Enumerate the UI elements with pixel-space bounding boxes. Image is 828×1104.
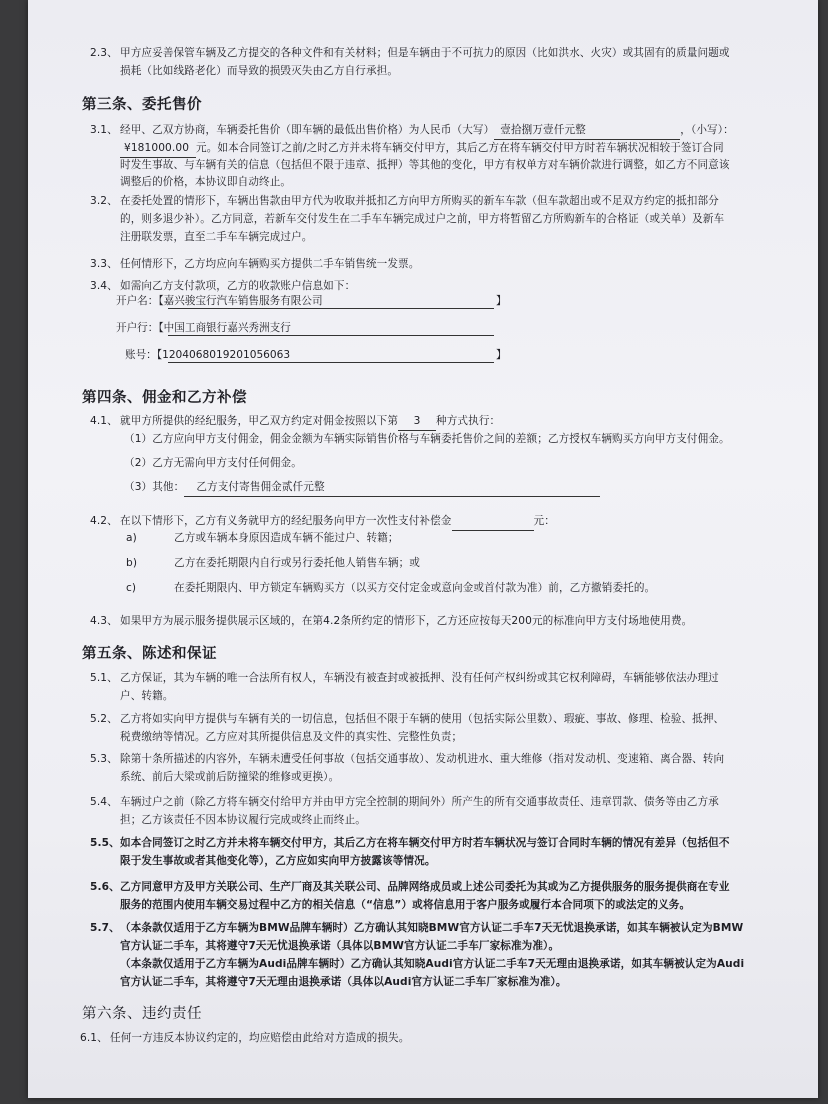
clause-text: 注册联发票，直至二手车车辆完成过户。	[120, 231, 313, 243]
clause-number: 5.3、	[90, 753, 118, 765]
clause-number: 5.2、	[90, 713, 118, 725]
clause-text: 系统、前后大梁或前后防撞梁的维修或更换）。	[120, 771, 340, 783]
account-number-row	[125, 347, 290, 362]
clause-number: 5.6、	[90, 881, 120, 893]
clause-text: 如本合同签订之时乙方并未将车辆交付甲方，其后乙方在将车辆交付甲方时若车辆状况与签订合同时车辆的情况有差异（包括但不	[120, 837, 730, 849]
account-name-value: 嘉兴骏宝行汽车销售服务有限公司	[163, 295, 323, 307]
clause-number: 3.4、	[90, 280, 118, 292]
clause-text: 任何一方违反本协议约定的，均应赔偿由此给对方造成的损失。	[110, 1032, 410, 1044]
item-marker: c)	[126, 582, 137, 594]
clause-text: 税费缴纳等情况。乙方应对其所提供信息及文件的真实性、完整性负责；	[120, 731, 463, 743]
clause-text	[120, 413, 500, 431]
option-3-text	[124, 479, 600, 497]
account-number-value: 1204068019201056063	[162, 349, 291, 361]
clause-number: 3.1、	[90, 124, 118, 136]
clause-text	[120, 513, 555, 531]
clause-text-part: 在以下情形下，乙方有义务就甲方的经纪服务向甲方一次性支付补偿金	[120, 515, 452, 527]
option-3-label: （3）其他：	[124, 481, 185, 493]
price-number-value: ¥181000.00	[120, 140, 196, 158]
clause-number: 5.7、	[90, 922, 120, 934]
bracket-close: 】	[496, 295, 507, 307]
clause-text: 限于发生事故或者其他变化等），乙方应如实向甲方披露该等情况。	[120, 855, 436, 867]
item-marker: b)	[126, 557, 138, 569]
item-text: 在委托期限内、甲方锁定车辆购买方（以买方交付定金或意向金或首付款为准）前，乙方撤销委托的。	[174, 582, 656, 594]
underline	[168, 335, 494, 336]
clause-text: （本条款仅适用于乙方车辆为Audi品牌车辆时）乙方确认其知晓Audi官方认证二手车7天无理由退换承诺，如其车辆被认定为Audi	[120, 958, 745, 970]
clause-text: 调整后的价格，本协议即自动终止。	[120, 176, 292, 188]
clause-text: 乙方保证，其为车辆的唯一合法所有权人，车辆没有被查封或被抵押、没有任何产权纠纷或其它权利障碍，车辆能够依法办理过	[120, 672, 719, 684]
clause-text: 乙方同意甲方及甲方关联公司、生产厂商及其关联公司、品牌网络成员或上述公司委托为其或为乙方提供服务的服务提供商在专业	[120, 881, 730, 893]
clause-text: 服务的范围内使用车辆交易过程中乙方的相关信息（“信息”）或将信息用于客户服务或履行本合同项下的或法定的义务。	[120, 899, 691, 911]
clause-text: 时发生事故、与车辆有关的信息（包括但不限于违章、抵押）等其他的变化，甲方有权单方对车辆价款进行调整，如乙方不同意该	[120, 159, 730, 171]
bank-value: 中国工商银行嘉兴秀洲支行	[163, 322, 291, 334]
clause-text: 官方认证二手车，其将遵守7天无忧退换承诺（具体以BMW官方认证二手车厂家标准为准）。	[120, 940, 560, 952]
clause-text: 任何情形下，乙方均应向车辆购买方提供二手车销售统一发票。	[120, 258, 420, 270]
clause-number: 2.3、	[90, 47, 118, 59]
clause-text: 户、转籍。	[120, 690, 174, 702]
clause-number: 4.3、	[90, 615, 118, 627]
article-6-heading: 第六条、违约责任	[82, 1006, 202, 1022]
option-3-value: 乙方支付寄售佣金贰仟元整	[184, 479, 600, 497]
clause-text: 乙方将如实向甲方提供与车辆有关的一切信息，包括但不限于车辆的使用（包括实际公里数）、瑕疵、事故、修理、检验、抵押、	[120, 713, 725, 725]
clause-number: 5.1、	[90, 672, 118, 684]
clause-number: 5.5、	[90, 837, 120, 849]
clause-text: 甲方应妥善保管车辆及乙方提交的各种文件和有关材料；但是车辆由于不可抗力的原因（比如洪水、火灾）或其固有的质量问题或	[120, 47, 730, 59]
article-5-heading: 第五条、陈述和保证	[82, 646, 217, 662]
clause-number: 4.2、	[90, 515, 118, 527]
clause-text: 在委托处置的情形下，车辆出售款由甲方代为收取并抵扣乙方向甲方所购买的新车车款（但车款超出或不足双方约定的抵扣部分	[120, 195, 719, 207]
clause-text-part: 就甲方所提供的经纪服务，甲乙双方约定对佣金按照以下第	[120, 415, 399, 427]
account-name-label: 开户名：【	[116, 295, 164, 307]
bank-row	[116, 320, 291, 335]
article-4-heading: 第四条、佣金和乙方补偿	[82, 390, 247, 406]
item-text: 乙方在委托期限内自行或另行委托他人销售车辆；或	[174, 557, 420, 569]
contract-page	[28, 0, 818, 1098]
price-uppercase-value: 壹拾捌万壹仟元整	[494, 122, 680, 140]
item-marker: a)	[126, 532, 137, 544]
clause-text	[120, 140, 724, 158]
clause-text-part: ，（小写）：	[680, 124, 734, 136]
bracket-close: 】	[496, 349, 507, 361]
clause-text-part: 元：	[533, 515, 555, 527]
clause-number: 4.1、	[90, 415, 118, 427]
clause-text: 车辆过户之前（除乙方将车辆交付给甲方并由甲方完全控制的期间外）所产生的所有交通事故责任、违章罚款、债务等由乙方承	[120, 796, 719, 808]
clause-text: 除第十条所描述的内容外，车辆未遭受任何事故（包括交通事故）、发动机进水、重大维修（指对发动机、变速箱、离合器、转向	[120, 753, 725, 765]
bank-label: 开户行：【	[116, 322, 164, 334]
clause-text: 如果甲方为展示服务提供展示区域的，在第4.2条所约定的情形下，乙方还应按每天200元的标准向甲方支付场地使用费。	[120, 615, 693, 627]
clause-text-part: 元。如本合同签订之前/之时乙方并未将车辆交付甲方，其后乙方在将车辆交付甲方时若车辆状况相较于签订合同	[196, 142, 724, 154]
account-number-label: 账号：【	[125, 349, 163, 361]
underline	[168, 308, 494, 309]
clause-number: 3.3、	[90, 258, 118, 270]
item-text: 乙方或车辆本身原因造成车辆不能过户、转籍；	[174, 532, 399, 544]
clause-text: 如需向乙方支付款项，乙方的收款账户信息如下：	[120, 280, 356, 292]
clause-text: （本条款仅适用于乙方车辆为BMW品牌车辆时）乙方确认其知晓BMW官方认证二手车7天无忧退换承诺，如其车辆被认定为BMW	[120, 922, 744, 934]
clause-text: 担；乙方该责任不因本协议履行完成或终止而终止。	[120, 814, 366, 826]
clause-number: 6.1、	[80, 1032, 108, 1044]
underline	[168, 362, 494, 363]
clause-text: 的，则多退少补）。乙方同意，若新车交付发生在二手车车辆完成过户之前，甲方将暂留乙方所购新车的合格证（或关单）及新车	[120, 213, 725, 225]
option-1-text: （1）乙方应向甲方支付佣金，佣金金额为车辆实际销售价格与车辆委托售价之间的差额；乙方授权车辆购买方向甲方支付佣金。	[124, 433, 730, 445]
clause-number: 5.4、	[90, 796, 118, 808]
account-name-row	[116, 293, 323, 308]
option-2-text: （2）乙方无需向甲方支付任何佣金。	[124, 457, 302, 469]
clause-text-part: 经甲、乙双方协商，车辆委托售价（即车辆的最低出售价格）为人民币（大写）	[120, 124, 495, 136]
commission-option-choice: 3	[398, 413, 436, 431]
article-3-heading: 第三条、委托售价	[82, 97, 202, 113]
clause-text	[120, 122, 734, 140]
clause-text: 官方认证二手车，其将遵守7天无理由退换承诺（具体以Audi官方认证二手车厂家标准为准）。	[120, 976, 567, 988]
clause-number: 3.2、	[90, 195, 118, 207]
clause-text: 损耗（比如线路老化）而导致的损毁灭失由乙方自行承担。	[120, 65, 399, 77]
clause-text-part: 种方式执行：	[436, 415, 501, 427]
